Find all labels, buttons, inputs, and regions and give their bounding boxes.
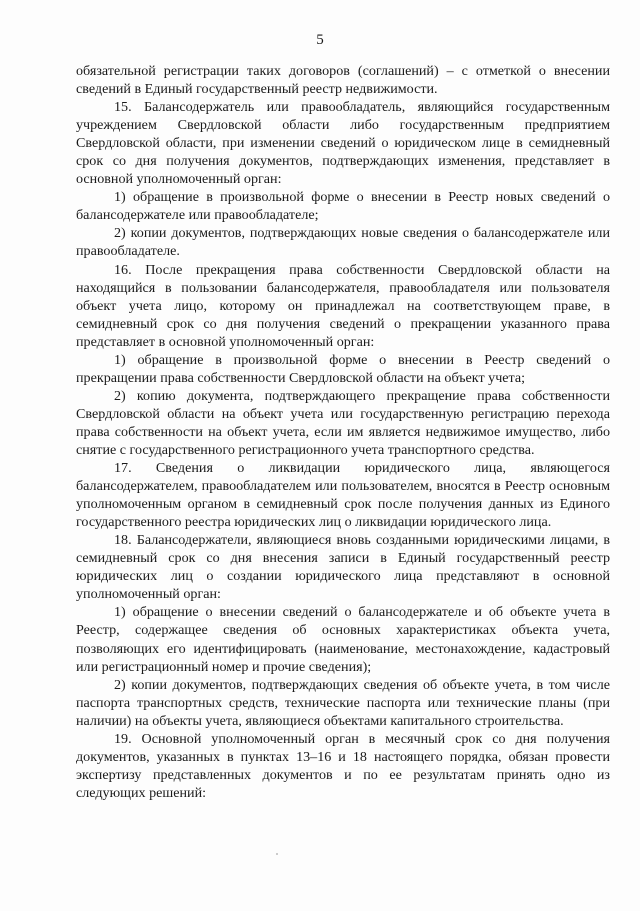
paragraph-16: 16. После прекращения права собственности Свердловской области на находящийся в пользовании балансодержателя, правообладателя или пользователя объект учета лицо, которому он принадлежал на соответствующем праве, в семидневный срок со дня получения сведений о прекращении указанного права представляет в основной уполномоченный орган: [76, 261, 610, 350]
paragraph-continuation: обязательной регистрации таких договоров (соглашений) – с отметкой о внесении сведений в Единый государственный реестр недвижимости. [76, 63, 610, 98]
paragraph-15-item-1: 1) обращение в произвольной форме о внесении в Реестр новых сведений о балансодержателе или правообладателе; [76, 189, 610, 224]
paragraph-16-item-2: 2) копию документа, подтверждающего прекращение права собственности Свердловской области на объект учета или государственную регистрацию перехода права собственности на объект учета, если им является недвижимое имущество, либо снятие с государственного регистрационного учета транспортного средства. [76, 387, 610, 458]
document-body [76, 62, 610, 802]
page-number: 5 [316, 32, 324, 48]
paragraph-16-item-1: 1) обращение в произвольной форме о внесении в Реестр сведений о прекращении права собственности Свердловской области на объект учета; [76, 351, 610, 386]
paragraph-18-item-2: 2) копии документов, подтверждающих сведения об объекте учета, в том числе паспорта транспортных средств, технические паспорта или технические планы (при наличии) на объекты учета, являющиеся объектами капитального строительства. [76, 676, 610, 729]
paragraph-18-item-1: 1) обращение о внесении сведений о балансодержателе и об объекте учета в Реестр, содержащее сведения об основных характеристиках объекта учета, позволяющих его идентифицировать (наименование, местонахождение, кадастровый или регистрационный номер и прочие сведения); [76, 604, 610, 675]
paragraph-18: 18. Балансодержатели, являющиеся вновь созданными юридическими лицами, в семидневный срок со дня внесения записи в Единый государственный реестр юридических лиц о создании юридического лица представляют в основной уполномоченный орган: [76, 532, 610, 603]
paragraph-19: 19. Основной уполномоченный орган в месячный срок со дня получения документов, указанных в пунктах 13–16 и 18 настоящего порядка, обязан провести экспертизу представленных документов и по ее результатам принять одно из следующих решений: [76, 730, 610, 801]
paragraph-17: 17. Сведения о ликвидации юридического лица, являющегося балансодержателем, правообладателем или пользователем, вносятся в Реестр основным уполномоченным органом в семидневный срок после получения данных из Единого государственного реестра юридических лиц о ликвидации юридического лица. [76, 460, 610, 531]
paragraph-15: 15. Балансодержатель или правообладатель, являющийся государственным учреждением Свердловской области либо государственным предприятием Свердловской области, при изменении сведений о юридическом лице в семидневный срок со дня получения документов, подтверждающих изменения, представляет в основной уполномоченный орган: [76, 99, 610, 188]
paragraph-15-item-2: 2) копии документов, подтверждающих новые сведения о балансодержателе или правообладателе. [76, 225, 610, 260]
scan-speck [276, 853, 278, 855]
